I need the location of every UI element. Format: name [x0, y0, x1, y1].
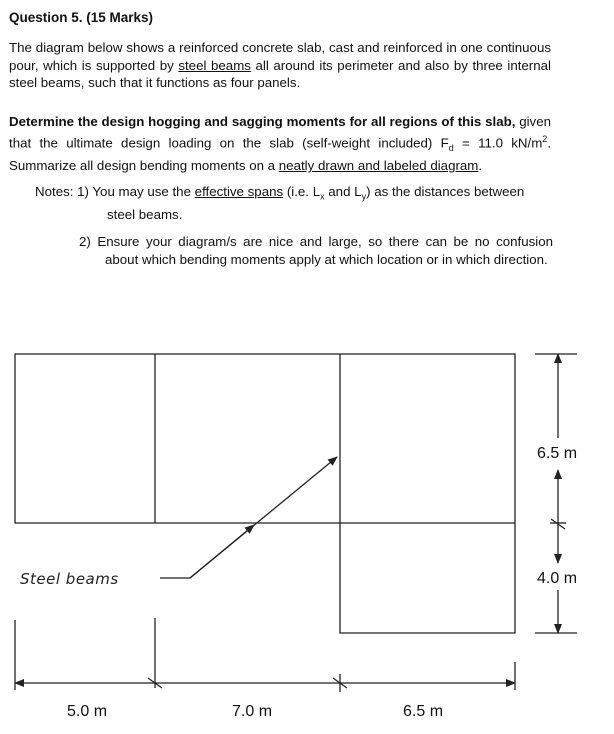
dim-height-2: 4.0 m: [537, 570, 578, 587]
dim-span-3: 6.5 m: [403, 703, 444, 720]
note1-text-a: Notes: 1) You may use the: [35, 184, 195, 199]
intro-text-b: all around its perimeter and also by three internal steel beams, such that it functions as four panels.: [9, 57, 551, 90]
intro-text-a: The diagram below shows a reinforced concrete slab, cast and reinforced in one continuous pour, which is supported by: [9, 40, 551, 73]
ly-subscript: y: [361, 191, 367, 202]
dim-span-1: 5.0 m: [67, 703, 108, 720]
note1-text-c: and L: [324, 184, 362, 199]
dim-span-2: 7.0 m: [232, 703, 273, 720]
leader-arrow-upper: [258, 457, 337, 522]
note1-text-b: (i.e. L: [283, 184, 321, 199]
effective-spans-underlined: effective spans: [194, 184, 284, 199]
question-title: Question 5. (15 Marks): [9, 10, 154, 25]
steel-beams-label: Steel beams: [20, 570, 119, 588]
dim-height-1: 6.5 m: [537, 445, 578, 462]
lx-subscript: x: [320, 191, 325, 202]
task-text-a: given that the ultimate design loading on the slab (self-weight included) F: [9, 114, 551, 150]
task-bold: Determine the design hogging and sagging moments for all regions of this slab,: [9, 114, 516, 129]
fd-subscript: d: [448, 142, 454, 153]
steel-beams-underlined: steel beams: [178, 57, 251, 73]
diagram-underlined: neatly drawn and labeled diagram: [278, 158, 479, 174]
task-text-b: = 11.0 kN/m: [453, 134, 543, 150]
note1-text-d: ) as the distances between: [366, 184, 525, 199]
note2-text: 2) Ensure your diagram/s are nice and large, so there can be no confusion about which bending moments apply at which location or in which direction.: [79, 234, 553, 267]
leader-arrow-lower: [190, 525, 254, 578]
m2-superscript: 2: [542, 133, 548, 144]
slab-outline: [15, 354, 515, 633]
label-leader-line: [160, 522, 258, 578]
note1-text-e: steel beams.: [107, 207, 183, 223]
task-text-d: .: [478, 158, 483, 174]
task-text-c: . Summarize all design bending moments on a: [9, 134, 552, 174]
